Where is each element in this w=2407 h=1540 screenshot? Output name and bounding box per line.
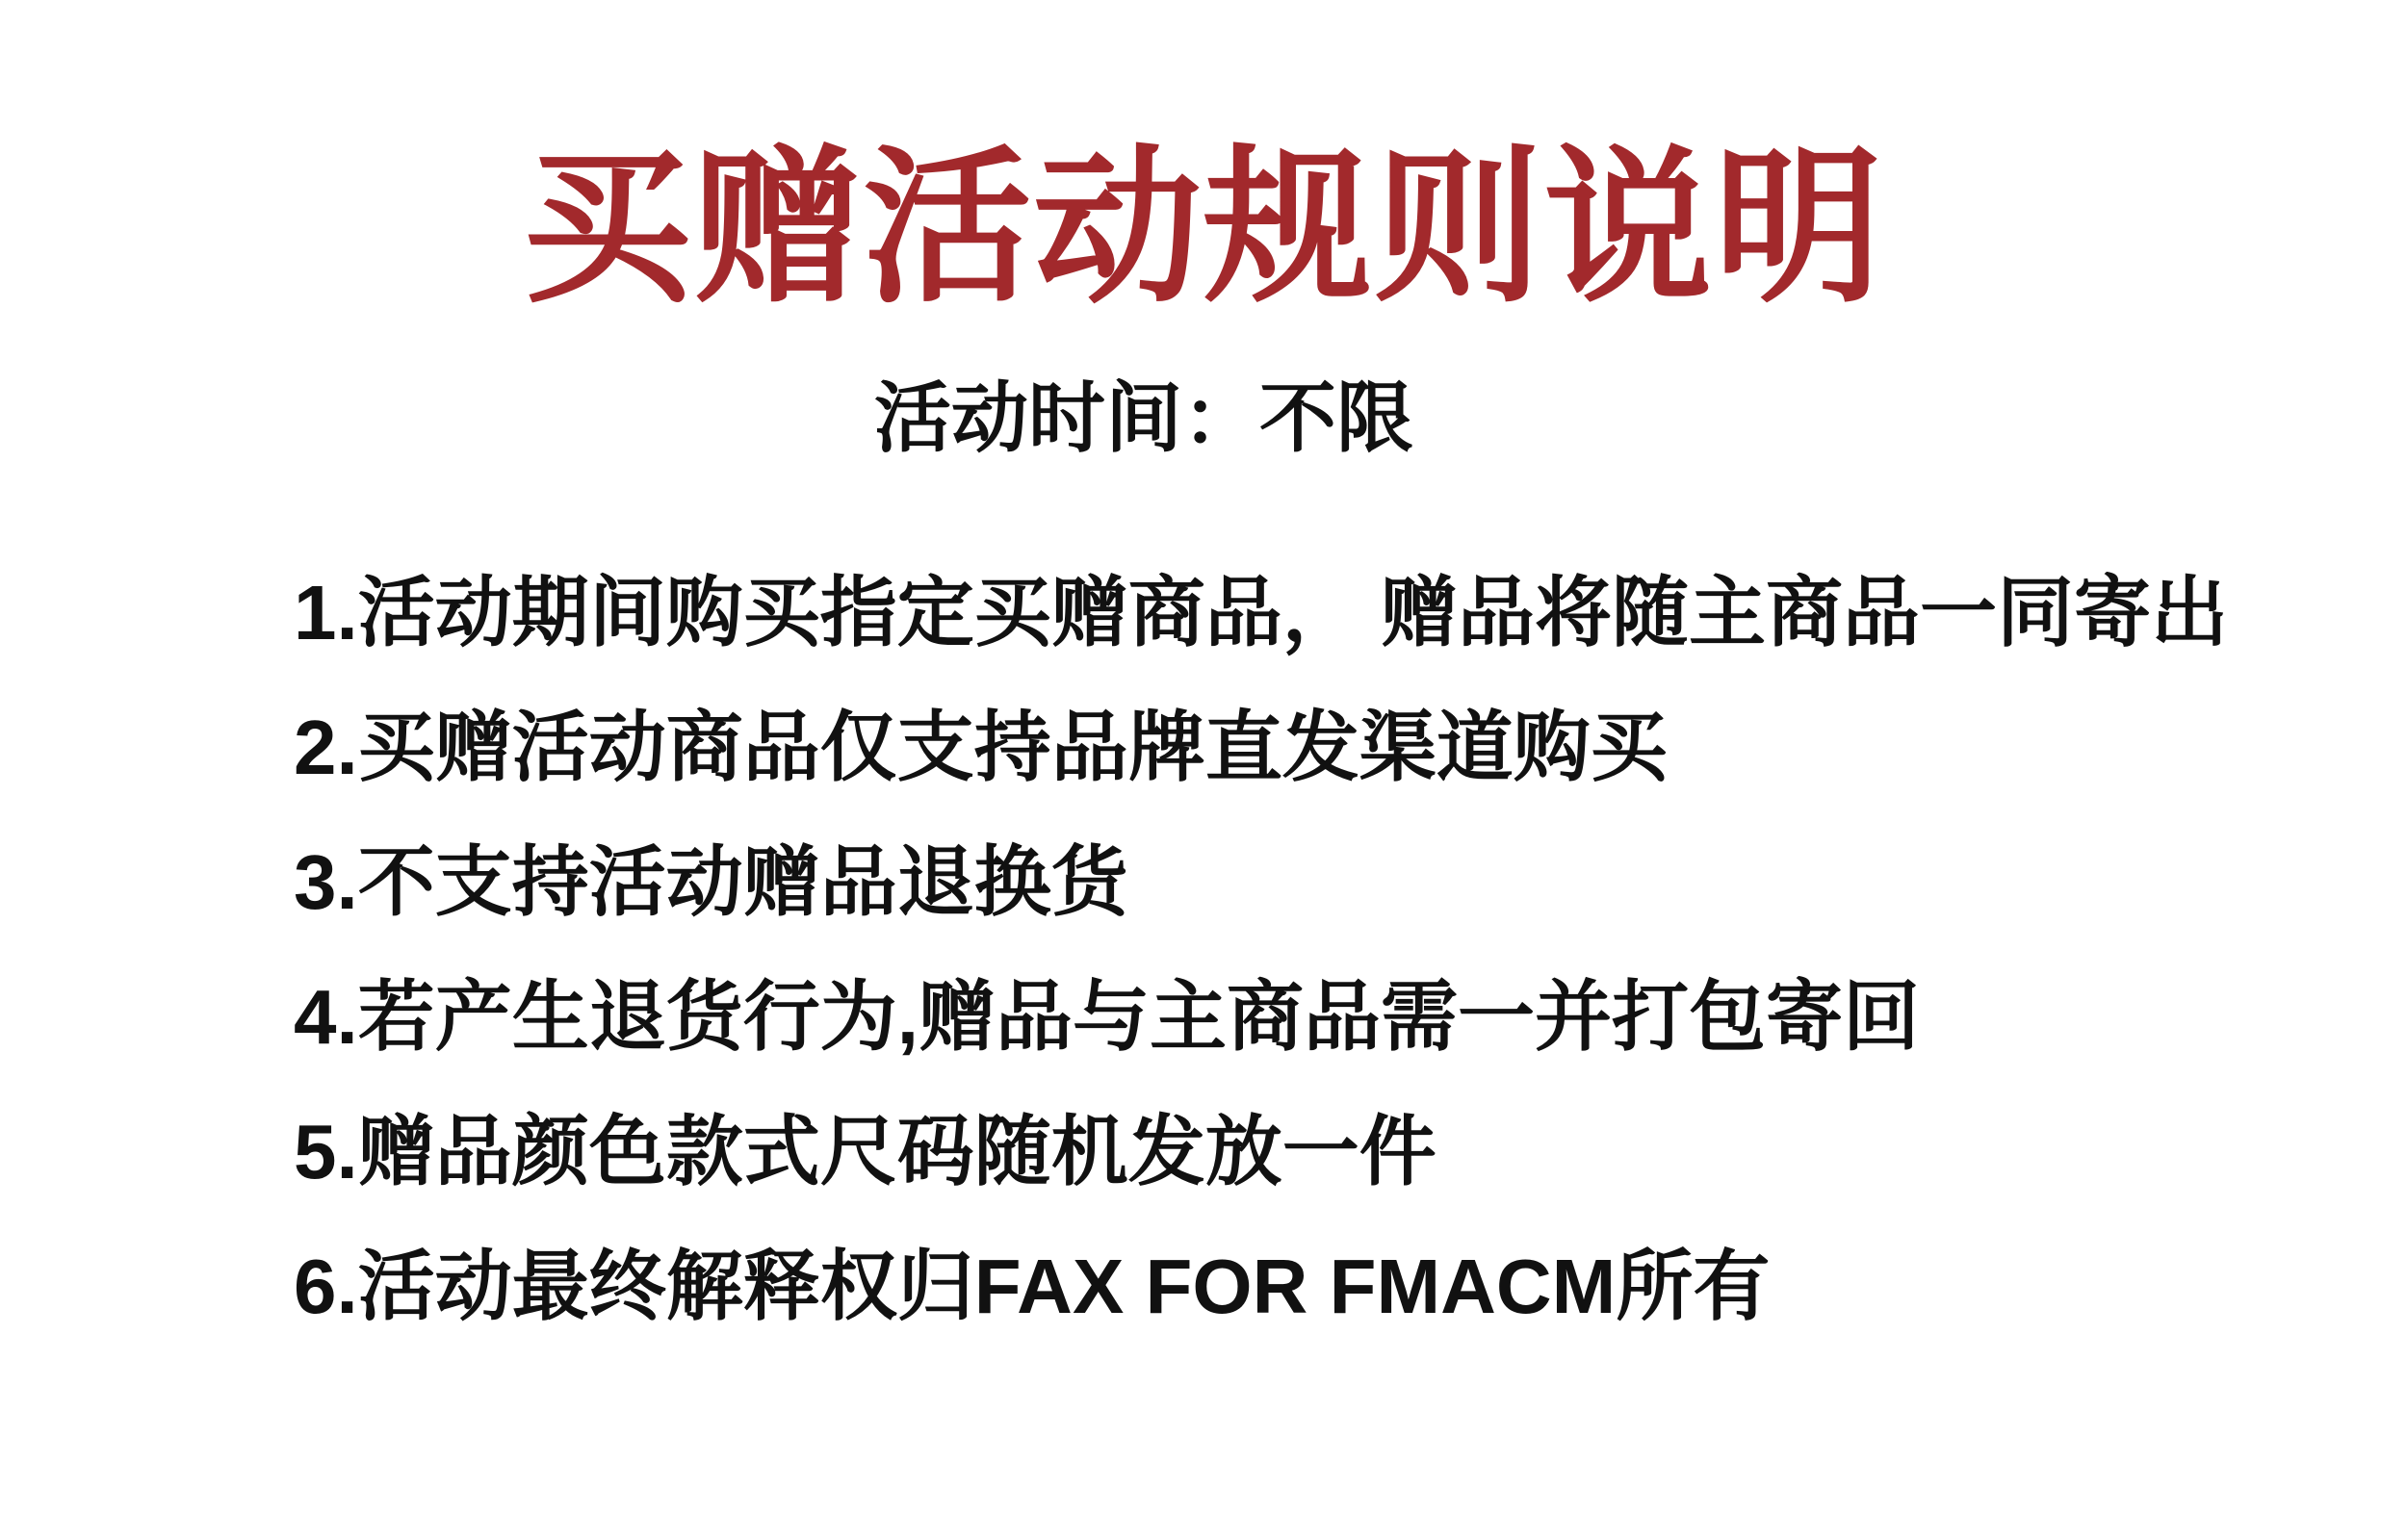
rule-item-3: 3.不支持活动赠品退换货	[294, 839, 1128, 925]
rules-list	[294, 546, 2311, 1354]
rule-item-5: 5.赠品颜色款式尺码随机发放一件	[294, 1109, 1436, 1194]
rule-item-1: 1.活动期间购买指定买赠商品， 赠品将随主商品一同寄出	[294, 570, 2228, 655]
page-title: 买赠活动规则说明	[523, 135, 1884, 322]
activity-time-subtitle: 活动时间：不限	[874, 375, 1413, 461]
rule-item-2: 2.买赠活动商品仅支持品牌直发渠道购买	[294, 705, 1668, 790]
rule-item-6: 6.活动最终解释权归FAX FOR FMACM所有	[294, 1244, 1771, 1329]
rule-item-4: 4.若产生退货行为,赠品与主商品需一并打包寄回	[294, 974, 1920, 1060]
